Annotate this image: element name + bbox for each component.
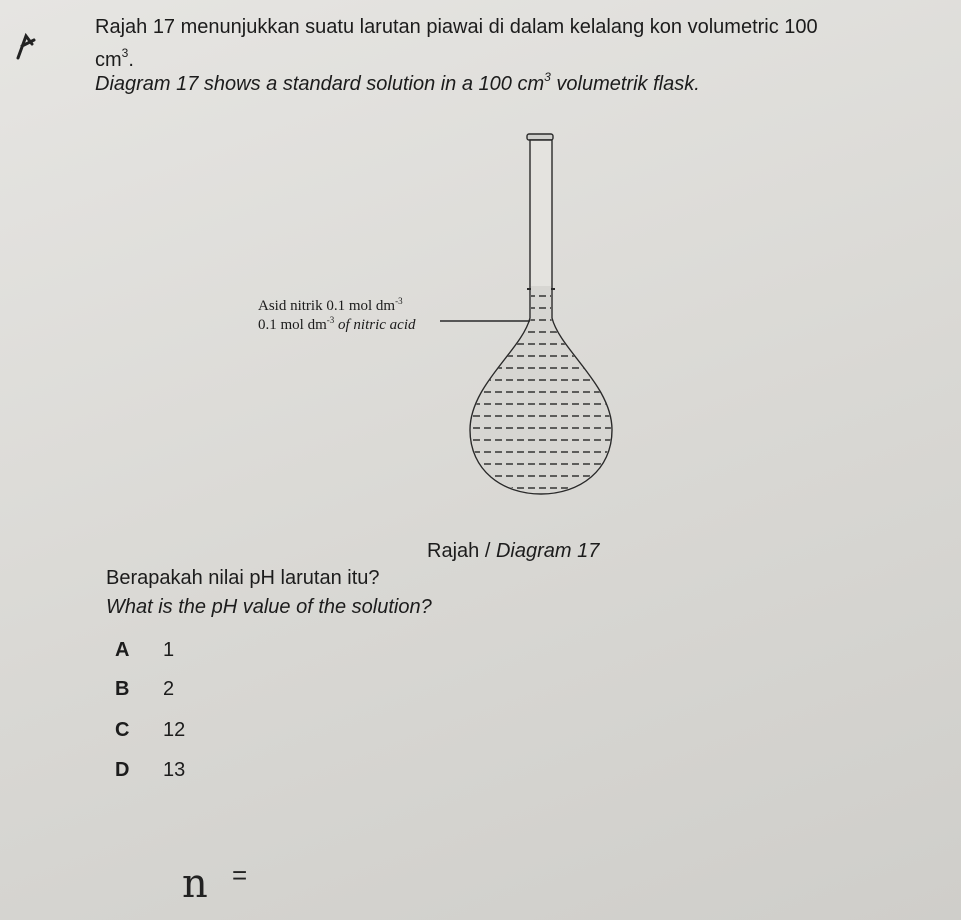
option-a-letter: A — [115, 639, 130, 661]
option-c-value: 12 — [163, 719, 186, 741]
unit-cm: cm — [95, 49, 122, 71]
label-english-suffix: of nitric acid — [334, 317, 416, 333]
sentence-end: . — [128, 49, 134, 71]
option-d-letter: D — [115, 759, 130, 781]
unit-superscript: 3 — [121, 46, 129, 60]
option-b-value: 2 — [163, 678, 175, 700]
handwritten-equals: = — [232, 860, 248, 890]
label-malay-sup: -3 — [395, 296, 403, 306]
option-c-letter: C — [115, 719, 130, 741]
english-superscript: 3 — [544, 70, 551, 84]
solution-liquid — [460, 286, 620, 496]
margin-tick-icon — [18, 36, 34, 58]
english-prefix: Diagram 17 shows a standard solution in a — [95, 73, 479, 95]
english-suffix: volumetrik flask. — [550, 73, 700, 95]
label-malay-text: Asid nitrik 0.1 mol dm — [258, 298, 396, 314]
diagram-caption — [427, 541, 599, 561]
prompt-english: What is the pH value of the solution? — [106, 596, 432, 618]
flask-stopper — [527, 134, 553, 140]
option-a-value: 1 — [163, 639, 175, 661]
label-english — [258, 315, 416, 333]
caption-malay: Rajah / — [427, 540, 496, 562]
caption-english: Diagram 17 — [495, 540, 600, 562]
option-d-value: 13 — [163, 759, 186, 781]
label-malay — [258, 296, 403, 314]
option-b-letter: B — [115, 678, 130, 700]
question-malay-line1: Rajah 17 menunjukkan suatu larutan piawai di dalam kelalang kon volumetric 100 — [95, 16, 818, 38]
prompt-malay: Berapakah nilai pH larutan itu? — [106, 567, 380, 589]
label-english-sup: -3 — [326, 315, 335, 325]
label-english-text: 0.1 mol dm — [258, 317, 327, 333]
english-volume: 100 cm — [478, 73, 545, 95]
handwritten-note: n — [182, 861, 208, 907]
